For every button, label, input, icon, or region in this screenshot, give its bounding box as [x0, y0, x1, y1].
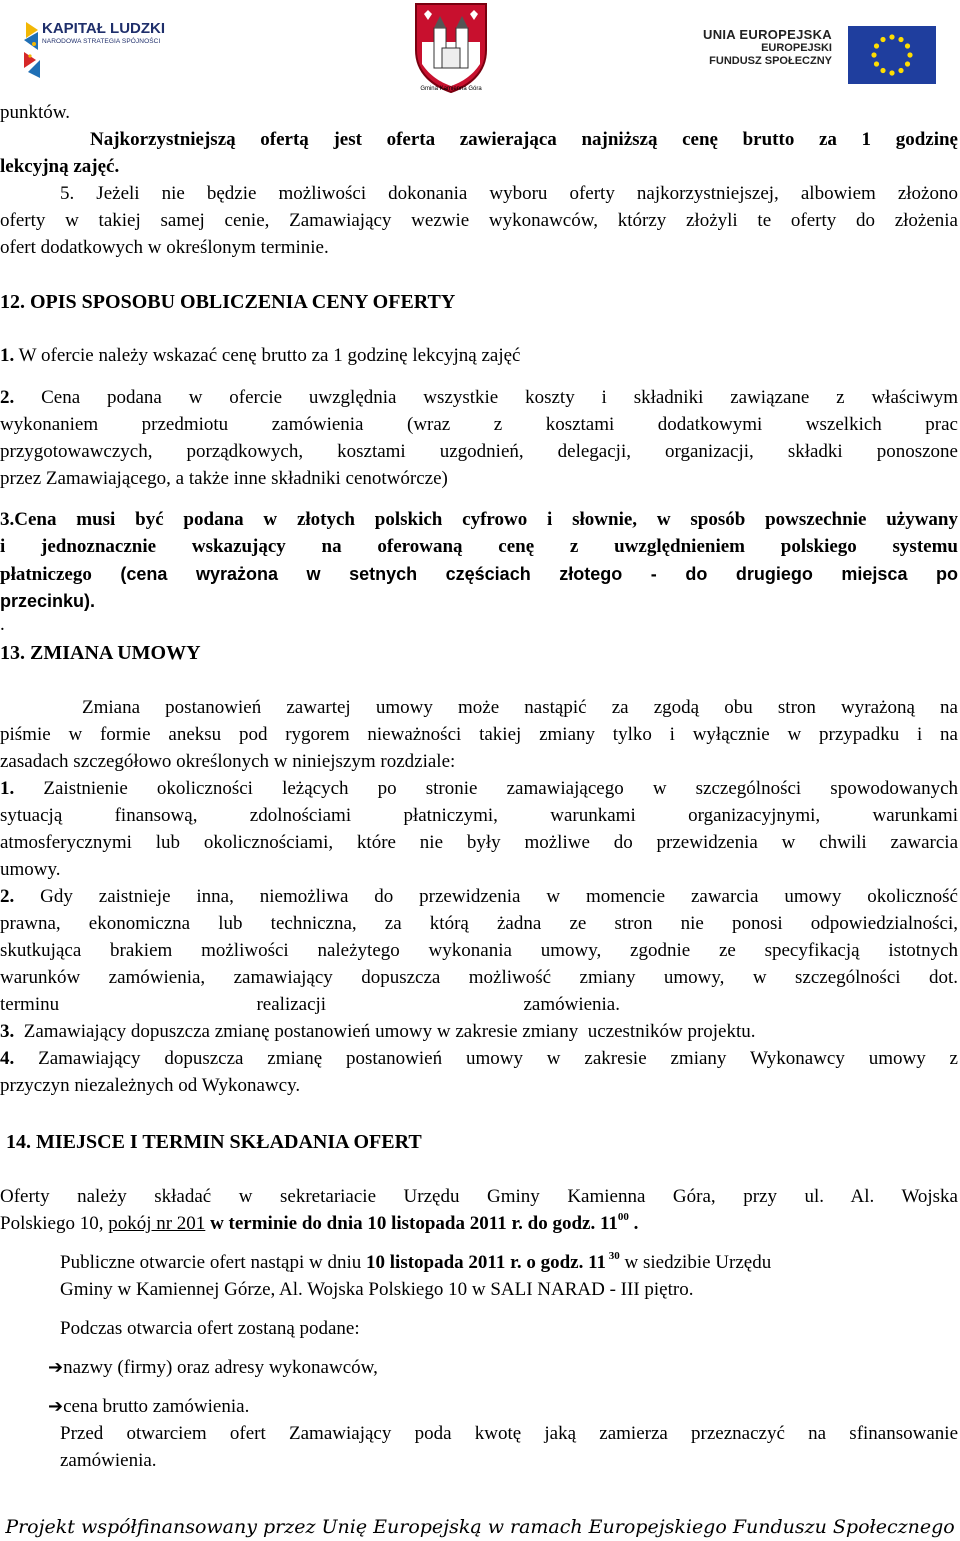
text-line — [0, 1019, 958, 1046]
text-line: oferty w takiej samej cenie, Zamawiający wezwie wykonawców, którzy złożyli te oferty do złożenia — [0, 210, 958, 231]
list-number: 2. — [0, 387, 15, 408]
text-line — [0, 1211, 958, 1238]
text-line: prawna, ekonomiczna lub techniczna, za którą żadna ze stron nie ponosi odpowiedzialności, — [0, 913, 958, 934]
text-line — [0, 343, 958, 370]
list-item — [48, 1394, 960, 1421]
arrow-icon: ➔ — [48, 1357, 64, 1378]
text-line: punktów. — [0, 102, 71, 123]
text-line — [0, 385, 958, 412]
arrow-icon: ➔ — [48, 1396, 64, 1417]
eu-line-1: UNIA EUROPEJSKA — [703, 27, 832, 42]
text-span: Polskiego 10, — [0, 1213, 109, 1234]
text-line: Oferty należy składać w sekretariacie Urzędu Gminy Kamienna Góra, przy ul. Al. Wojska — [0, 1186, 958, 1207]
text-span: . — [628, 1213, 639, 1234]
eu-line-2: EUROPEJSKI — [761, 42, 832, 54]
text-line: ofert dodatkowych w określonym terminie. — [0, 237, 329, 258]
text-line: i jednoznacznie wskazujący na oferowaną cenę z uwzględnieniem polskiego systemu — [0, 536, 958, 557]
superscript: 00 — [617, 1211, 629, 1223]
text-line: przygotowawczych, porządkowych, kosztami uzgodnień, delegacji, organizacji, składki ponoszone — [0, 441, 958, 462]
text-line: umowy. — [0, 859, 61, 880]
text-span: Publiczne otwarcie ofert nastąpi w dniu — [60, 1252, 367, 1273]
text-line: Zmiana postanowień zawartej umowy może nastąpić za zgodą obu stron wyrażoną na — [82, 697, 958, 718]
text-line: sytuacją finansową, zdolnościami płatniczymi, warunkami organizacyjnymi, warunkami — [0, 805, 958, 826]
text-line: zasadach szczegółowo określonych w niniejszym rozdziale: — [0, 751, 456, 772]
text-span: Gdy zaistnieje inna, niemożliwa do przewidzenia w momencie zawarcia umowy okoliczność — [14, 886, 958, 907]
text-line: skutkująca brakiem możliwości należytego wykonania umowy, zgodnie ze specyfikacją istotnych — [0, 940, 958, 961]
text-span: (cena wyrażona w setnych częściach złotego - do drugiego miejsca po — [91, 564, 958, 584]
text-line: przyczyn niezależnych od Wykonawcy. — [0, 1075, 301, 1096]
text-line: wykonaniem przedmiotu zamówienia (wraz z kosztami dodatkowymi wszelkich prac — [0, 414, 958, 435]
text-line: 5. Jeżeli nie będzie możliwości dokonania wyboru oferty najkorzystniejszej, albowiem złożono — [60, 183, 958, 204]
superscript: 30 — [606, 1250, 620, 1262]
section-heading-14: 14. MIEJSCE I TERMIN SKŁADANIA OFERT — [6, 1131, 422, 1153]
text-line — [0, 884, 958, 911]
text-line: przecinku). — [0, 591, 96, 611]
room-number: pokój nr 201 — [108, 1213, 206, 1234]
eu-logo-text — [703, 27, 832, 68]
text-line: zamówienia. — [60, 1450, 157, 1471]
text-line: atmosferycznymi lub okolicznościami, które nie były możliwe do przewidzenia w chwili zawarcia — [0, 832, 958, 853]
text-span: płatniczego — [0, 564, 92, 585]
section-heading-13: 13. ZMIANA UMOWY — [0, 642, 201, 664]
text-line: . — [0, 614, 5, 635]
text-line: Podczas otwarcia ofert zostaną podane: — [60, 1318, 360, 1339]
list-number: 1. — [0, 778, 15, 799]
text-line: warunków zamówienia, zamawiający dopuszcza możliwość zmiany umowy, w szczególności dot. — [0, 967, 958, 988]
text-line: piśmie w formie aneksu pod rygorem nieważności takiej zmiany tylko i wyłącznie w przypadku i na — [0, 724, 958, 745]
text-line: terminu realizacji zamówienia. — [0, 994, 620, 1015]
list-number: 4. — [0, 1048, 15, 1069]
text-span: Zamawiający dopuszcza zmianę postanowień umowy w zakresie zmiany uczestników projektu. — [14, 1021, 756, 1042]
text-span: nazwy (firmy) oraz adresy wykonawców, — [63, 1357, 378, 1378]
list-number: 2. — [0, 886, 15, 907]
text-span: Zaistnienie okoliczności leżących po stronie zamawiającego w szczególności spowodowanych — [14, 778, 958, 799]
kapital-ludzki-subtitle: NARODOWA STRATEGIA SPÓJNOŚCI — [42, 38, 161, 45]
text-span: w siedzibie Urzędu — [619, 1252, 772, 1273]
text-line — [0, 1046, 958, 1073]
text-line: 3.Cena musi być podana w złotych polskich cyfrowo i słownie, w sposób powszechnie używany — [0, 509, 958, 530]
text-line — [0, 561, 958, 589]
eu-flag-icon — [848, 26, 936, 84]
list-number: 3. — [0, 1021, 15, 1042]
text-line: Najkorzystniejszą ofertą jest oferta zawierająca najniższą cenę brutto za 1 godzinę — [90, 129, 958, 150]
gmina-crest-icon — [412, 2, 490, 94]
text-line: przez Zamawiającego, a także inne składniki cenotwórcze) — [0, 468, 448, 489]
text-line — [0, 776, 958, 803]
page-header — [0, 0, 960, 96]
text-line: lekcyjną zajęć. — [0, 156, 120, 177]
crest-caption: Gmina Kamienna Góra — [420, 86, 482, 92]
text-line: Gminy w Kamiennej Górze, Al. Wojska Polskiego 10 w SALI NARAD - III piętro. — [60, 1279, 694, 1300]
eu-line-3: FUNDUSZ SPOŁECZNY — [709, 55, 832, 67]
text-span: w terminie do dnia 10 listopada 2011 r. do godz. 11 — [205, 1213, 618, 1234]
section-heading-12: 12. OPIS SPOSOBU OBLICZENIA CENY OFERTY — [0, 291, 456, 313]
page-footer: Projekt współfinansowany przez Unię Europejską w ramach Europejskiego Funduszu Społecznego — [5, 1516, 955, 1538]
text-span: W ofercie należy wskazać cenę brutto za 1 godzinę lekcyjną zajęć — [14, 345, 521, 366]
text-span: Cena podana w ofercie uwzględnia wszystkie koszty i składniki zawiązane z właściwym — [14, 387, 958, 408]
text-span: Zamawiający dopuszcza zmianę postanowień umowy w zakresie zmiany Wykonawcy umowy z — [14, 1048, 958, 1069]
text-span: 10 listopada 2011 r. o godz. 11 — [366, 1252, 607, 1273]
list-number: 1. — [0, 345, 15, 366]
text-span: cena brutto zamówienia. — [63, 1396, 250, 1417]
text-line: Przed otwarciem ofert Zamawiający poda kwotę jaką zamierza przeznaczyć na sfinansowanie — [60, 1423, 958, 1444]
list-item — [48, 1355, 960, 1382]
kapital-ludzki-title: KAPITAŁ LUDZKI — [42, 20, 166, 37]
text-line — [60, 1250, 960, 1277]
